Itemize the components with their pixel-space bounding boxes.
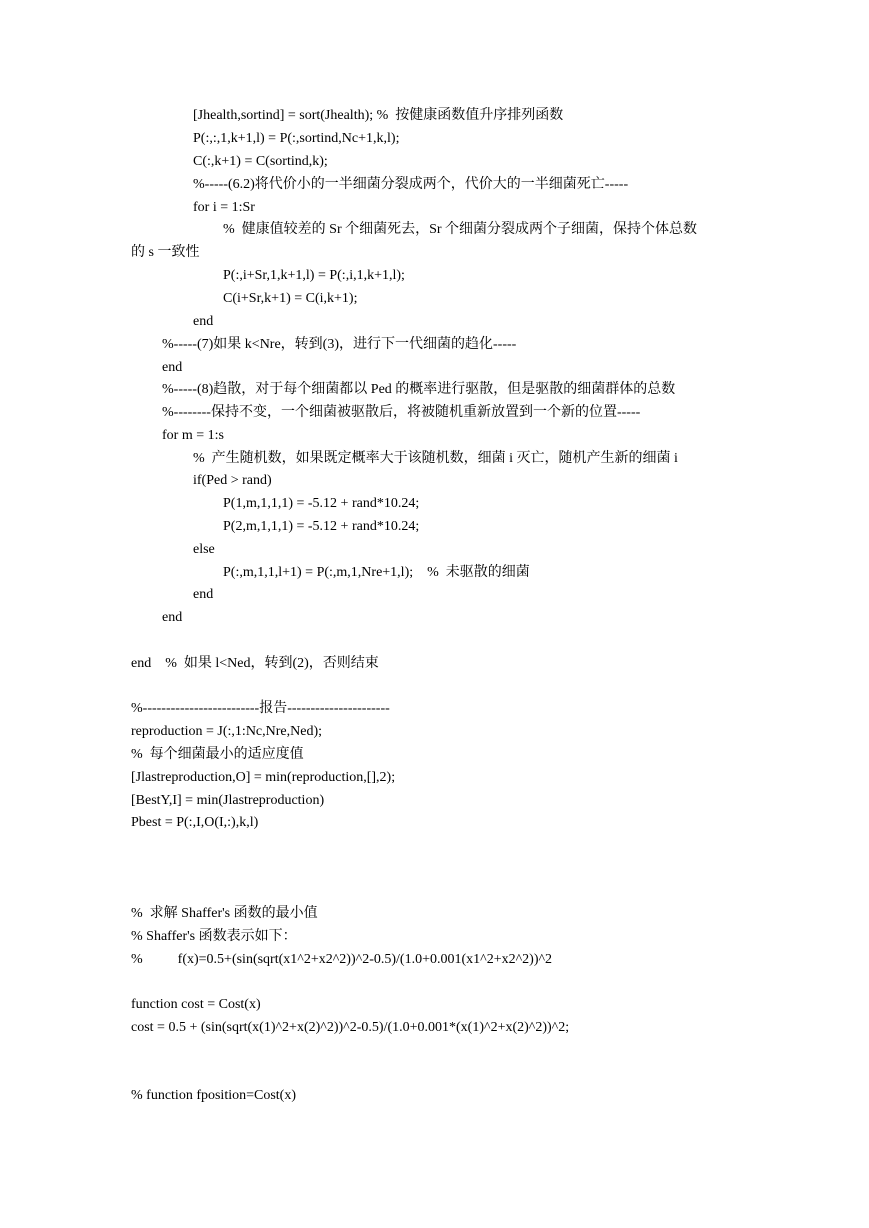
comment-report-header: %-------------------------报告---------------------- [131, 701, 390, 716]
code-line-end-for-i: end [193, 314, 214, 329]
comment-step-6-2: %-----(6.2)将代价小的一半细菌分裂成两个，代价大的一半细菌死亡----- [193, 177, 629, 192]
code-line-for-i: for i = 1:Sr [193, 200, 255, 215]
code-line-end-if: end [193, 587, 214, 602]
comment-random-number: % 产生随机数，如果既定概率大于该随机数，细菌 i 灭亡，随机产生新的细菌 i [193, 451, 678, 466]
comment-step-8-continued: %--------保持不变，一个细菌被驱散后，将被随机重新放置到一个新的位置----- [162, 405, 641, 420]
code-line-p2-random: P(2,m,1,1,1) = -5.12 + rand*10.24; [223, 519, 420, 534]
code-line-c-copy: C(i+Sr,k+1) = C(i,k+1); [223, 291, 358, 306]
comment-step-7: %-----(7)如果 k<Nre，转到(3)，进行下一代细菌的趋化----- [162, 337, 517, 352]
code-line-if-ped: if(Ped > rand) [193, 473, 272, 488]
code-line-jlastreproduction: [Jlastreproduction,O] = min(reproduction,[],2); [131, 770, 396, 785]
code-line-sort-jhealth: [Jhealth,sortind] = sort(Jhealth); % 按健康函数值升序排列函数 [193, 108, 564, 123]
comment-shaffer-title: % 求解 Shaffer's 函数的最小值 [131, 906, 318, 921]
code-line-for-m: for m = 1:s [162, 428, 224, 443]
code-line-p1-random: P(1,m,1,1,1) = -5.12 + rand*10.24; [223, 496, 420, 511]
code-line-end-k: end [162, 360, 183, 375]
code-line-end-l: end % 如果 l<Ned，转到(2)，否则结束 [131, 656, 379, 671]
comment-shaffer-expression: % Shaffer's 函数表示如下： [131, 929, 297, 944]
comment-shaffer-formula: % f(x)=0.5+(sin(sqrt(x1^2+x2^2))^2-0.5)/(1.0+0.001(x1^2+x2^2))^2 [131, 952, 553, 967]
comment-step-8: %-----(8)趋散，对于每个细菌都以 Ped 的概率进行驱散，但是驱散的细菌群体的总数 [162, 382, 676, 397]
code-line-pbest: Pbest = P(:,I,O(I,:),k,l) [131, 815, 259, 830]
code-line-cost-formula: cost = 0.5 + (sin(sqrt(x(1)^2+x(2)^2))^2-0.5)/(1.0+0.001*(x(1)^2+x(2)^2))^2; [131, 1020, 570, 1035]
code-line-else: else [193, 542, 215, 557]
comment-health-split: % 健康值较差的 Sr 个细菌死去，Sr 个细菌分裂成两个子细菌，保持个体总数 [223, 222, 698, 237]
comment-min-fitness: % 每个细菌最小的适应度值 [131, 747, 304, 762]
code-line-function-cost: function cost = Cost(x) [131, 997, 261, 1012]
code-line-c-assign: C(:,k+1) = C(sortind,k); [193, 154, 328, 169]
comment-function-fposition: % function fposition=Cost(x) [131, 1088, 296, 1103]
code-line-p-copy: P(:,i+Sr,1,k+1,l) = P(:,i,1,k+1,l); [223, 268, 405, 283]
code-line-reproduction: reproduction = J(:,1:Nc,Nre,Ned); [131, 724, 323, 739]
code-line-besty: [BestY,I] = min(Jlastreproduction) [131, 793, 325, 808]
comment-health-split-continued: 的 s 一致性 [131, 245, 200, 260]
code-line-p-not-dispersed: P(:,m,1,1,l+1) = P(:,m,1,Nre+1,l); % 未驱散的细菌 [223, 565, 530, 580]
code-line-p-assign: P(:,:,1,k+1,l) = P(:,sortind,Nc+1,k,l); [193, 131, 400, 146]
code-line-end-for-m: end [162, 610, 183, 625]
